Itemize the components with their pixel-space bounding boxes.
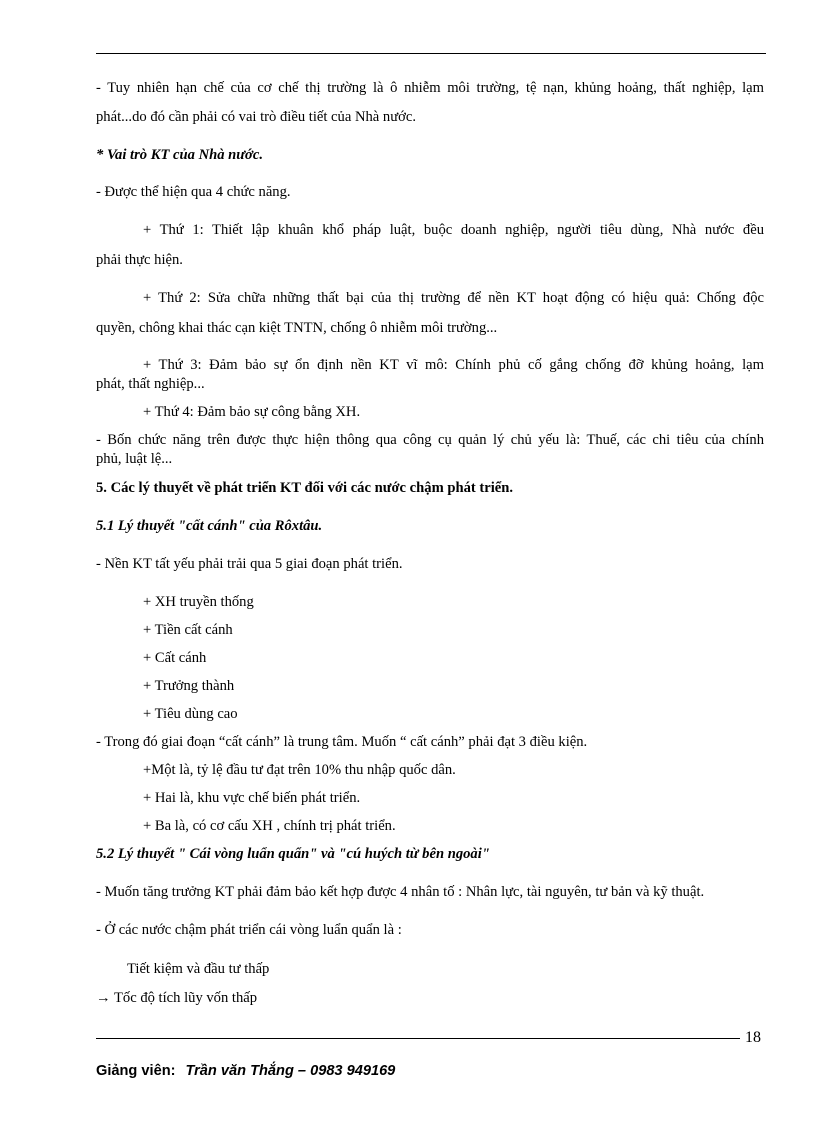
list-item: + Tiền cất cánh [143,622,233,638]
paragraph-line: phát, thất nghiệp... [96,376,205,392]
list-item: +Một là, tỷ lệ đầu tư đạt trên 10% thu nhập quốc dân. [143,762,456,778]
paragraph-line: phát...do đó cần phải có vai trò điều tiết của Nhà nước. [96,109,416,125]
list-item: + Ba là, có cơ cấu XH , chính trị phát triển. [143,818,396,834]
list-item: + Tiêu dùng cao [143,706,238,722]
paragraph-line: - Được thể hiện qua 4 chức năng. [96,184,291,200]
list-item: + Cất cánh [143,650,207,666]
paragraph-line: → Tốc độ tích lũy vốn thấp [96,990,258,1006]
paragraph-line: + Thứ 4: Đảm bảo sự công bằng XH. [143,404,361,420]
subsection-heading-5-2: 5.2 Lý thuyết " Cái vòng luẩn quẩn" và "cú huých từ bên ngoài" [96,846,490,862]
paragraph-line: - Nền KT tất yếu phải trải qua 5 giai đoạn phát triển. [96,556,403,572]
paragraph-line: phủ, luật lệ... [96,451,173,467]
section-heading-5: 5. Các lý thuyết về phát triển KT đối với các nước chậm phát triển. [96,480,514,496]
list-item: + Hai là, khu vực chế biến phát triển. [143,790,361,806]
paragraph-line: - Trong đó giai đoạn “cất cánh” là trung tâm. Muốn “ cất cánh” phải đạt 3 điều kiện. [96,734,588,750]
paragraph-line: + Thứ 1: Thiết lập khuân khổ pháp luật, buộc doanh nghiệp, người tiêu dùng, Nhà nước đều [143,222,764,238]
paragraph-line: - Tuy nhiên hạn chế của cơ chế thị trường là ô nhiễm môi trường, tệ nạn, khủng hoảng, thất nghiệp, lạm [96,80,764,96]
list-item: + XH truyền thống [143,594,254,610]
paragraph-line: - Ở các nước chậm phát triển cái vòng luẩn quẩn là : [96,922,402,938]
footer-rule [96,1038,740,1039]
footer-lecturer: Trần văn Thắng – 0983 949169 [185,1063,396,1079]
paragraph-line: - Muốn tăng trưởng KT phải đảm bảo kết hợp được 4 nhân tố : Nhân lực, tài nguyên, tư bản và kỹ thuật. [96,884,705,900]
section-heading-vai-tro: * Vai trò KT của Nhà nước. [96,147,263,163]
paragraph-line: + Thứ 2: Sửa chữa những thất bại của thị trường để nền KT hoạt động có hiệu quả: Chống độc [143,290,764,306]
paragraph-line: quyền, chông khai thác cạn kiệt TNTN, chống ô nhiễm môi trường... [96,320,498,336]
paragraph-line: Tiết kiệm và đầu tư thấp [127,961,270,977]
paragraph-line: - Bốn chức năng trên được thực hiện thông qua công cụ quản lý chủ yếu là: Thuế, các chi tiêu của chính [96,432,764,448]
page-number: 18 [745,1029,761,1046]
footer-label: Giảng viên: [96,1063,176,1079]
footer [96,1062,395,1080]
paragraph-line: phải thực hiện. [96,252,183,268]
header-rule [96,53,766,54]
list-item: + Trưởng thành [143,678,235,694]
paragraph-line: + Thứ 3: Đảm bảo sự ổn định nền KT vĩ mô: Chính phủ cố gắng chống đỡ khủng hoảng, lạm [143,357,764,373]
subsection-heading-5-1: 5.1 Lý thuyết "cất cánh" của Rôxtâu. [96,518,323,534]
